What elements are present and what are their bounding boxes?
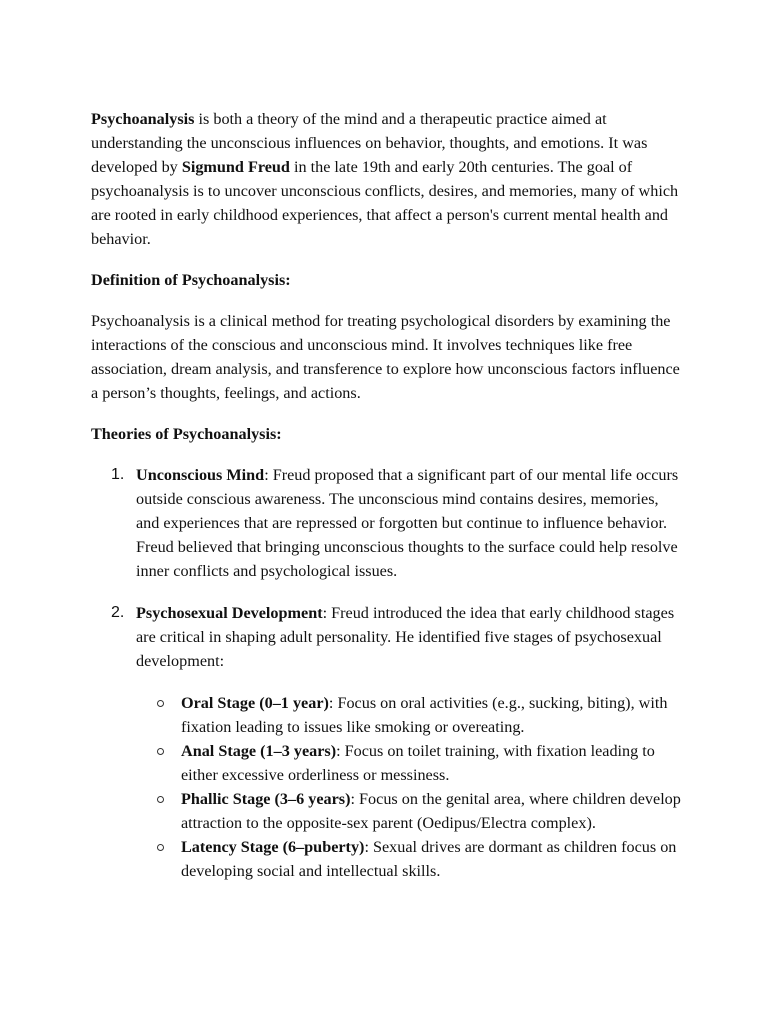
stage-text: : Focus on oral activities (e.g., sucking, biting), with fixation leading to issues like smoking or overeating. — [181, 694, 668, 736]
theory-number: 1. — [111, 466, 125, 483]
stage-text: : Focus on the genital area, where children develop attraction to the opposite-sex parent (Oedipus/Electra complex). — [181, 790, 681, 832]
stage-title: Latency Stage (6–puberty) — [181, 838, 365, 856]
stage-item-oral — [136, 691, 681, 739]
stage-title: Anal Stage (1–3 years) — [181, 742, 337, 760]
theories-heading: Theories of Psychoanalysis: — [91, 425, 282, 443]
theory-title: Unconscious Mind — [136, 466, 265, 484]
hollow-circle-bullet-icon — [157, 796, 164, 803]
stage-item-phallic — [136, 787, 681, 835]
stage-item-anal — [136, 739, 681, 787]
theory-item-psychosexual-development — [91, 601, 681, 883]
intro-founder: Sigmund Freud — [181, 158, 290, 176]
hollow-circle-bullet-icon — [157, 700, 164, 707]
theory-item-unconscious-mind — [91, 463, 681, 583]
hollow-circle-bullet-icon — [157, 844, 164, 851]
intro-text-part-2: in the late 19th and early 20th centuries. The goal of psychoanalysis is to uncover unconscious conflicts, desires, and memories, many of which are rooted in early childhood experiences, that affect a person's current mental health and behavior. — [91, 158, 679, 248]
intro-text-part-1: is both a theory of the mind and a therapeutic practice aimed at understanding the unconscious influences on behavior, thoughts, and emotions. It was developed by — [91, 110, 648, 176]
theory-text: : Freud introduced the idea that early childhood stages are critical in shaping adult personality. He identified five stages of psychosexual development: — [136, 604, 675, 670]
theory-text: : Freud proposed that a significant part of our mental life occurs outside conscious awareness. The unconscious mind contains desires, memories, and experiences that are repressed or forgotten but continue to influence behavior. Freud believed that bringing unconscious thoughts to the surface could help resolve inner conflicts and psychological issues. — [136, 466, 679, 580]
theories-list — [91, 463, 681, 883]
theory-title: Psychosexual Development — [136, 604, 323, 622]
stage-item-latency — [136, 835, 681, 883]
stage-text: : Sexual drives are dormant as children focus on developing social and intellectual skills. — [181, 838, 677, 880]
intro-term: Psychoanalysis — [91, 110, 195, 128]
stage-text: : Focus on toilet training, with fixation leading to either excessive orderliness or messiness. — [181, 742, 655, 784]
theory-number: 2. — [111, 604, 125, 621]
intro-paragraph — [91, 107, 681, 251]
definition-body: Psychoanalysis is a clinical method for treating psychological disorders by examining the interactions of the conscious and unconscious mind. It involves techniques like free association, dream analysis, and transference to explore how unconscious factors influence a person’s thoughts, feelings, and actions. — [91, 312, 680, 402]
stages-list — [136, 691, 681, 883]
document-page — [91, 107, 681, 883]
hollow-circle-bullet-icon — [157, 748, 164, 755]
stage-title: Phallic Stage (3–6 years) — [181, 790, 351, 808]
definition-heading: Definition of Psychoanalysis: — [91, 271, 291, 289]
stage-title: Oral Stage (0–1 year) — [181, 694, 329, 712]
